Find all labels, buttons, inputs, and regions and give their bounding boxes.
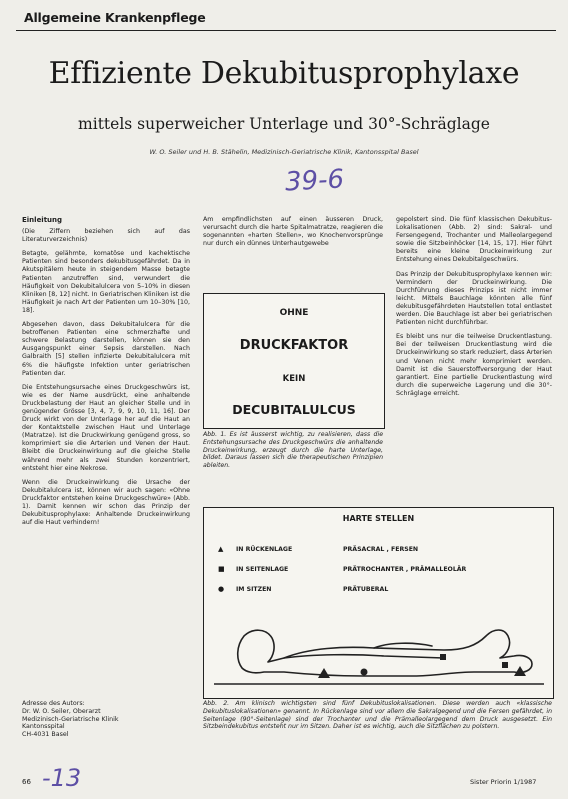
author-address: [22, 700, 190, 739]
legend-label: IN SEITENLAGE: [236, 566, 289, 573]
figure-2-caption: Abb. 2. Am klinisch wichtigsten sind fünf Dekubituslokalisationen. Diese werden auch «klassische Dekubituslokalisationen» genannt. In Rückenlage sind vor allem die Sakralgegend und die Fersen gefährdet, in Seitenlage (90°-Seitenlage) sind der Trochanter und die Prämalleolargegend dem Druck ausgesetzt. Ein Sitzbeindekubitus entsteht nur im Sitzen. Daher ist es wichtig, auch die Sitzflächen zu polstern.: [203, 700, 552, 731]
paragraph: Wenn die Druckeinwirkung die Ursache der Dekubitalulcera ist, können wir auch sagen: «Ohne Druckfaktor entstehen keine Druckgeschwüre» (Abb. 1). Damit kennen wir schon das Prinzip der Dekubitusprophylaxe: Anhaltende Druckeinwirkung auf die Haut verhindern!: [22, 478, 190, 527]
legend-value: PRÄSACRAL , FERSEN: [343, 546, 419, 553]
article-subtitle: mittels superweicher Unterlage und 30°-Schräglage: [78, 115, 490, 133]
handwritten-note: 39-6: [284, 164, 345, 198]
paragraph: gepolstert sind. Die fünf klassischen Dekubitus-Lokalisationen (Abb. 2) sind: Sakral- und Fersengegend, Trochanter und Malleolargegend sowie die Sitzbeinhöcker [14, 15, 17]. Hier führt bereits eine kleine Druckeinwirkung zur Entstehung eines Dekubitalgeschwürs.: [396, 216, 552, 264]
paragraph: Die Entstehungsursache eines Druckgeschwürs ist, wie es der Name ausdrückt, eine anhaltende Druckbelastung der Haut an gleicher Stelle und in genügender Grösse [3, 4, 7, 9, 9, 10, 11, 16]. Der Druck wirkt von der Unterlage her auf die Haut an der Kontaktstelle zwischen Haut und Unterlage (Matratze). Ist die Druckwirkung genügend gross, so komprimiert sie die Arterien und Venen der Haut. Bleibt die Druckeinwirkung auf die gleiche Stelle während mehr als zwei Stunden konzentriert, entsteht hier eine Nekrose.: [22, 383, 190, 472]
author-line: W. O. Seiler und H. B. Stähelin, Medizinisch-Geriatrische Klinik, Kantonsspital Basel: [149, 148, 419, 156]
article-title: Effiziente Dekubitusprophylaxe: [48, 56, 520, 91]
triangle-marker: [318, 668, 330, 678]
legend-value: PRÄTROCHANTER , PRÄMALLEOLÄR: [343, 566, 467, 573]
address-line: Dr. W. O. Seiler, Oberarzt: [22, 707, 101, 715]
triangle-marker: [514, 666, 526, 676]
figure-2-title: HARTE STELLEN: [342, 514, 415, 523]
page-number: 66: [22, 778, 31, 786]
address-line: Medizinisch-Geriatrische Klinik: [22, 715, 119, 723]
figure-1-line: KEIN: [282, 374, 306, 384]
paragraph: Es bleibt uns nur die teilweise Druckentlastung. Bei der teilweisen Druckentlastung wird die Druckeinwirkung so stark reduziert, dass Arterien und Venen nicht mehr komprimiert werden. Damit ist die Sauerstoffversorgung der Haut garantiert. Eine partielle Druckentlastung wird durch die superweiche Lagerung und die 30°-Schräglage erreicht.: [396, 333, 552, 397]
journal-name: Sister Priorin 1/1987: [470, 778, 537, 786]
middle-column: [203, 216, 383, 254]
figure-1-line: DECUBITALULCUS: [232, 402, 356, 417]
legend-value: PRÄTUBERAL: [343, 586, 389, 593]
circle-marker: [361, 669, 368, 676]
section-header: Allgemeine Krankenpflege: [24, 10, 206, 25]
paragraph: Abgesehen davon, dass Dekubitalulcera für die betroffenen Patienten eine schmerzhafte und schwere Belastung darstellen, können sie den Ausgangspunkt einer Sepsis darstellen. Nach Galbraith [5] stellen infizierte Dekubitalulcera mit 6% die häufigste Infektion unter geriatrischen Patienten dar.: [22, 321, 190, 377]
figure-2-box: [203, 507, 554, 699]
circle-icon: ●: [218, 585, 225, 593]
section-heading: Einleitung: [22, 216, 63, 224]
address-label: Adresse des Autors:: [22, 700, 85, 707]
legend-label: IN RÜCKENLAGE: [236, 546, 293, 553]
square-marker: [502, 662, 508, 668]
intro-note: (Die Ziffern beziehen sich auf das Literaturverzeichnis): [22, 228, 190, 244]
address-line: CH-4031 Basel: [22, 731, 69, 739]
header-rule: [16, 30, 556, 31]
paragraph: Betagte, gelähmte, komatöse und kachektische Patienten sind besonders dekubitusgefährdet. Da in Akutspitälern heute in steigendem Masse betagte Patienten anzutreffen sind, verwundert die Häufigkeit von Dekubitalulcera von 5–10% in diesen Kliniken [8, 12] nicht. In Geriatrischen Kliniken ist die Häufigkeit je nach Art der Patienten um 10–30% [10, 18].: [22, 250, 190, 314]
legend-label: IM SITZEN: [236, 586, 272, 593]
body-outline-illustration: [214, 606, 544, 692]
figure-1-caption: Abb. 1. Es ist äusserst wichtig, zu realisieren, dass die Entstehungsursache des Druckgeschwürs die anhaltende Druckeinwirkung, erzeugt durch die harte Unterlage, bildet. Daraus lassen sich die therapeutischen Prinzipien ableiten.: [203, 431, 383, 470]
triangle-icon: ▲: [218, 545, 224, 553]
figure-1-box: [203, 293, 385, 429]
square-marker: [440, 654, 446, 660]
figure-1-line: DRUCKFAKTOR: [239, 338, 349, 353]
paragraph: Das Prinzip der Dekubitusprophylaxe kennen wir: Vermindern der Druckeinwirkung. Die Durchführung dieses Prinzips ist nicht immer leicht. Mittels Bauchlage könnten alle fünf dekubitusgefährdeten Hautstellen total entlastet werden. Die Bauchlage ist aber bei geriatrischen Patienten nicht durchführbar.: [396, 270, 552, 327]
paragraph: Am empfindlichsten auf einen äusseren Druck, verursacht durch die harte Spitalmatratze, reagieren die sogenannten «harten Stellen», wo Knochenvorsprünge nur durch ein dünnes Unterhautgewebe: [203, 216, 383, 248]
address-line: Kantonsspital: [22, 723, 65, 731]
right-column: [396, 216, 552, 404]
handwritten-page-mark: -13: [42, 764, 82, 792]
figure-1-line: OHNE: [279, 308, 309, 318]
square-icon: ■: [218, 565, 225, 573]
left-column: [22, 216, 190, 533]
